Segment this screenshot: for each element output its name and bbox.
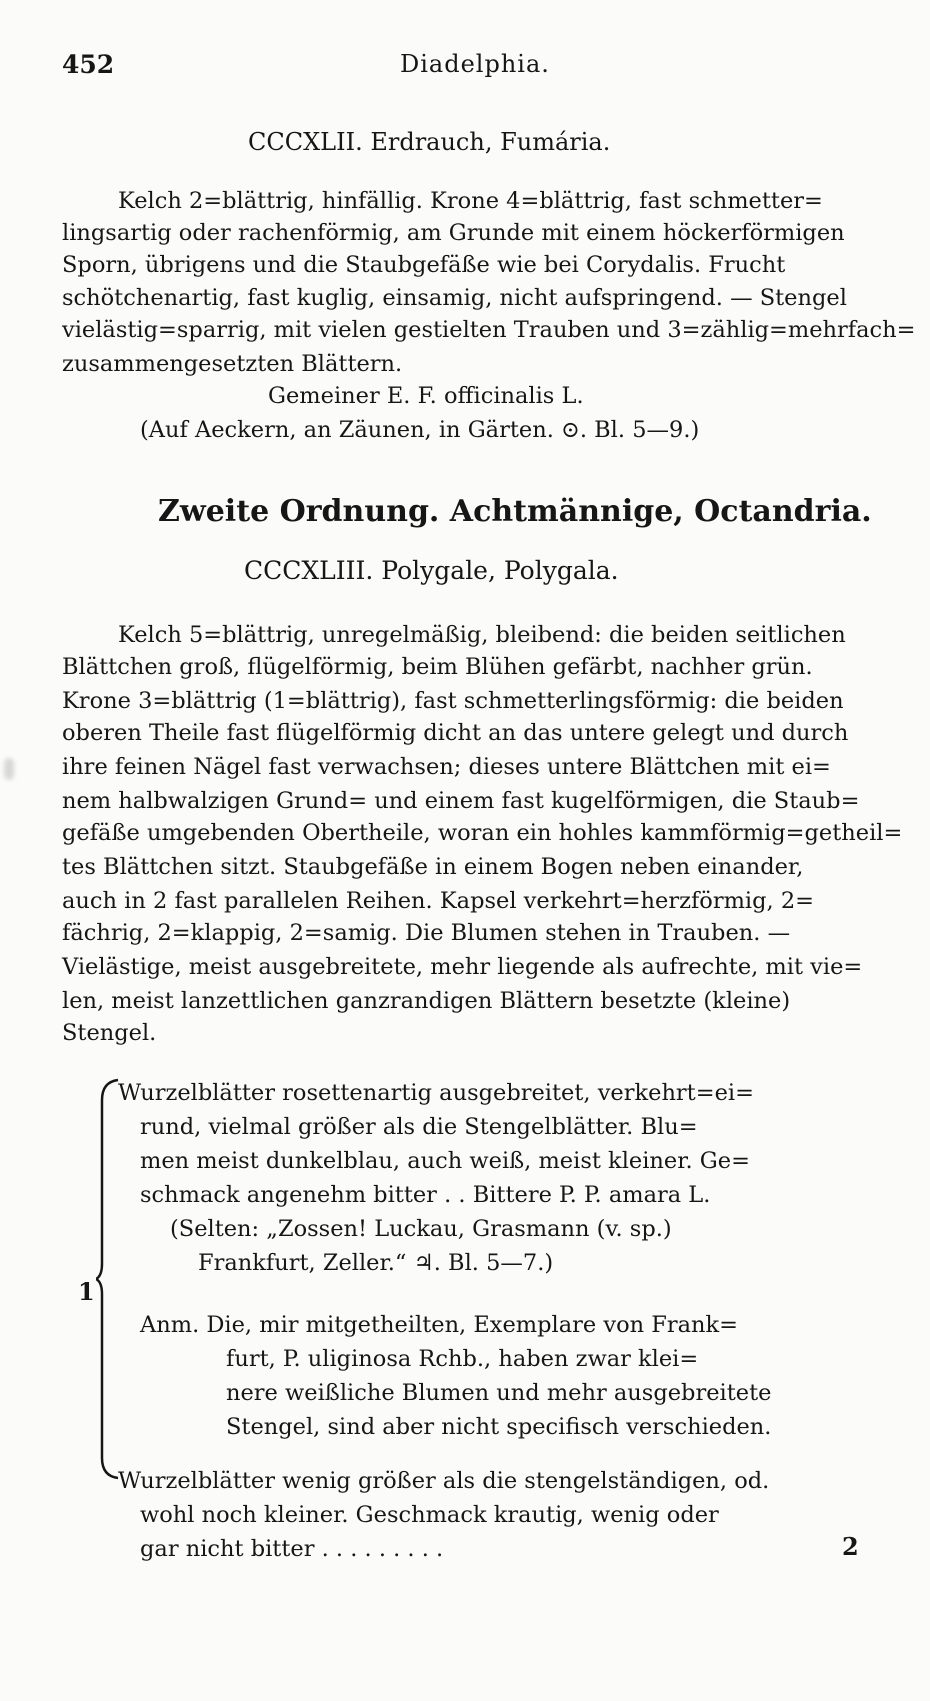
text-line: len, meist lanzettlichen ganzrandigen Blättern besetzte (kleine)	[62, 988, 791, 1014]
text-line: nem halbwalzigen Grund= und einem fast kugelförmigen, die Staub=	[62, 788, 860, 814]
text-line: tes Blättchen sitzt. Staubgefäße in einem Bogen neben einander,	[62, 854, 804, 880]
running-head: Diadelphia.	[400, 50, 550, 78]
key-entry-line: wohl noch kleiner. Geschmack krautig, wenig oder	[140, 1502, 719, 1528]
text-line: fächrig, 2=klappig, 2=samig. Die Blumen stehen in Trauben. —	[62, 920, 791, 946]
key-target-number: 2	[842, 1532, 859, 1561]
genus-heading-polygala: CCCXLIII. Polygale, Polygala.	[244, 556, 619, 585]
key-entry-line: (Selten: „Zossen! Luckau, Grasmann (v. sp.)	[170, 1216, 672, 1242]
text-line: Krone 3=blättrig (1=blättrig), fast schmetterlingsförmig: die beiden	[62, 688, 844, 714]
text-line: Kelch 5=blättrig, unregelmäßig, bleibend: die beiden seitlichen	[118, 622, 846, 648]
text-line: Stengel.	[62, 1020, 157, 1046]
page-number: 452	[62, 50, 115, 79]
note-line: Stengel, sind aber nicht specifisch verschieden.	[226, 1414, 772, 1440]
text-line: oberen Theile fast flügelförmig dicht an das untere gelegt und durch	[62, 720, 849, 746]
key-entry-line: rund, vielmal größer als die Stengelblätter. Blu=	[140, 1114, 698, 1140]
scan-smudge	[4, 758, 14, 780]
text-line: schötchenartig, fast kuglig, einsamig, nicht aufspringend. — Stengel	[62, 285, 847, 311]
note-line: furt, P. uliginosa Rchb., haben zwar klei=	[226, 1346, 699, 1372]
text-line: Sporn, übrigens und die Staubgefäße wie bei Corydalis. Frucht	[62, 252, 786, 278]
text-line: Blättchen groß, flügelförmig, beim Blühen gefärbt, nachher grün.	[62, 654, 813, 680]
key-entry-line: Wurzelblätter wenig größer als die stengelständigen, od.	[118, 1468, 770, 1494]
key-entry-line: schmack angenehm bitter . . Bittere P. P. amara L.	[140, 1182, 711, 1208]
text-line: lingsartig oder rachenförmig, am Grunde mit einem höckerförmigen	[62, 220, 845, 246]
text-line: ihre feinen Nägel fast verwachsen; dieses untere Blättchen mit ei=	[62, 754, 831, 780]
key-number: 1	[78, 1277, 95, 1306]
habitat-line: (Auf Aeckern, an Zäunen, in Gärten. ⊙. Bl. 5—9.)	[140, 417, 700, 443]
key-entry-line: Wurzelblätter rosettenartig ausgebreitet, verkehrt=ei=	[118, 1080, 754, 1106]
key-entry-line: men meist dunkelblau, auch weiß, meist kleiner. Ge=	[140, 1148, 750, 1174]
text-line: auch in 2 fast parallelen Reihen. Kapsel verkehrt=herzförmig, 2=	[62, 888, 815, 914]
order-heading: Zweite Ordnung. Achtmännige, Octandria.	[158, 494, 872, 529]
key-entry-line: gar nicht bitter . . . . . . . . .	[140, 1536, 444, 1562]
genus-heading-fumaria: CCCXLII. Erdrauch, Fumária.	[248, 128, 611, 156]
note-line: Anm. Die, mir mitgetheilten, Exemplare von Frank=	[140, 1312, 739, 1338]
species-name: Gemeiner E. F. officinalis L.	[268, 383, 584, 409]
text-line: gefäße umgebenden Obertheile, woran ein hohles kammförmig=getheil=	[62, 820, 903, 846]
text-line: vielästig=sparrig, mit vielen gestielten Trauben und 3=zählig=mehrfach=	[62, 317, 916, 343]
key-bracket	[96, 1078, 122, 1480]
text-line: Kelch 2=blättrig, hinfällig. Krone 4=blättrig, fast schmetter=	[118, 188, 823, 214]
note-line: nere weißliche Blumen und mehr ausgebreitete	[226, 1380, 772, 1406]
text-line: zusammengesetzten Blättern.	[62, 351, 403, 377]
text-line: Vielästige, meist ausgebreitete, mehr liegende als aufrechte, mit vie=	[62, 954, 863, 980]
key-entry-line: Frankfurt, Zeller.“ ♃. Bl. 5—7.)	[198, 1250, 554, 1276]
